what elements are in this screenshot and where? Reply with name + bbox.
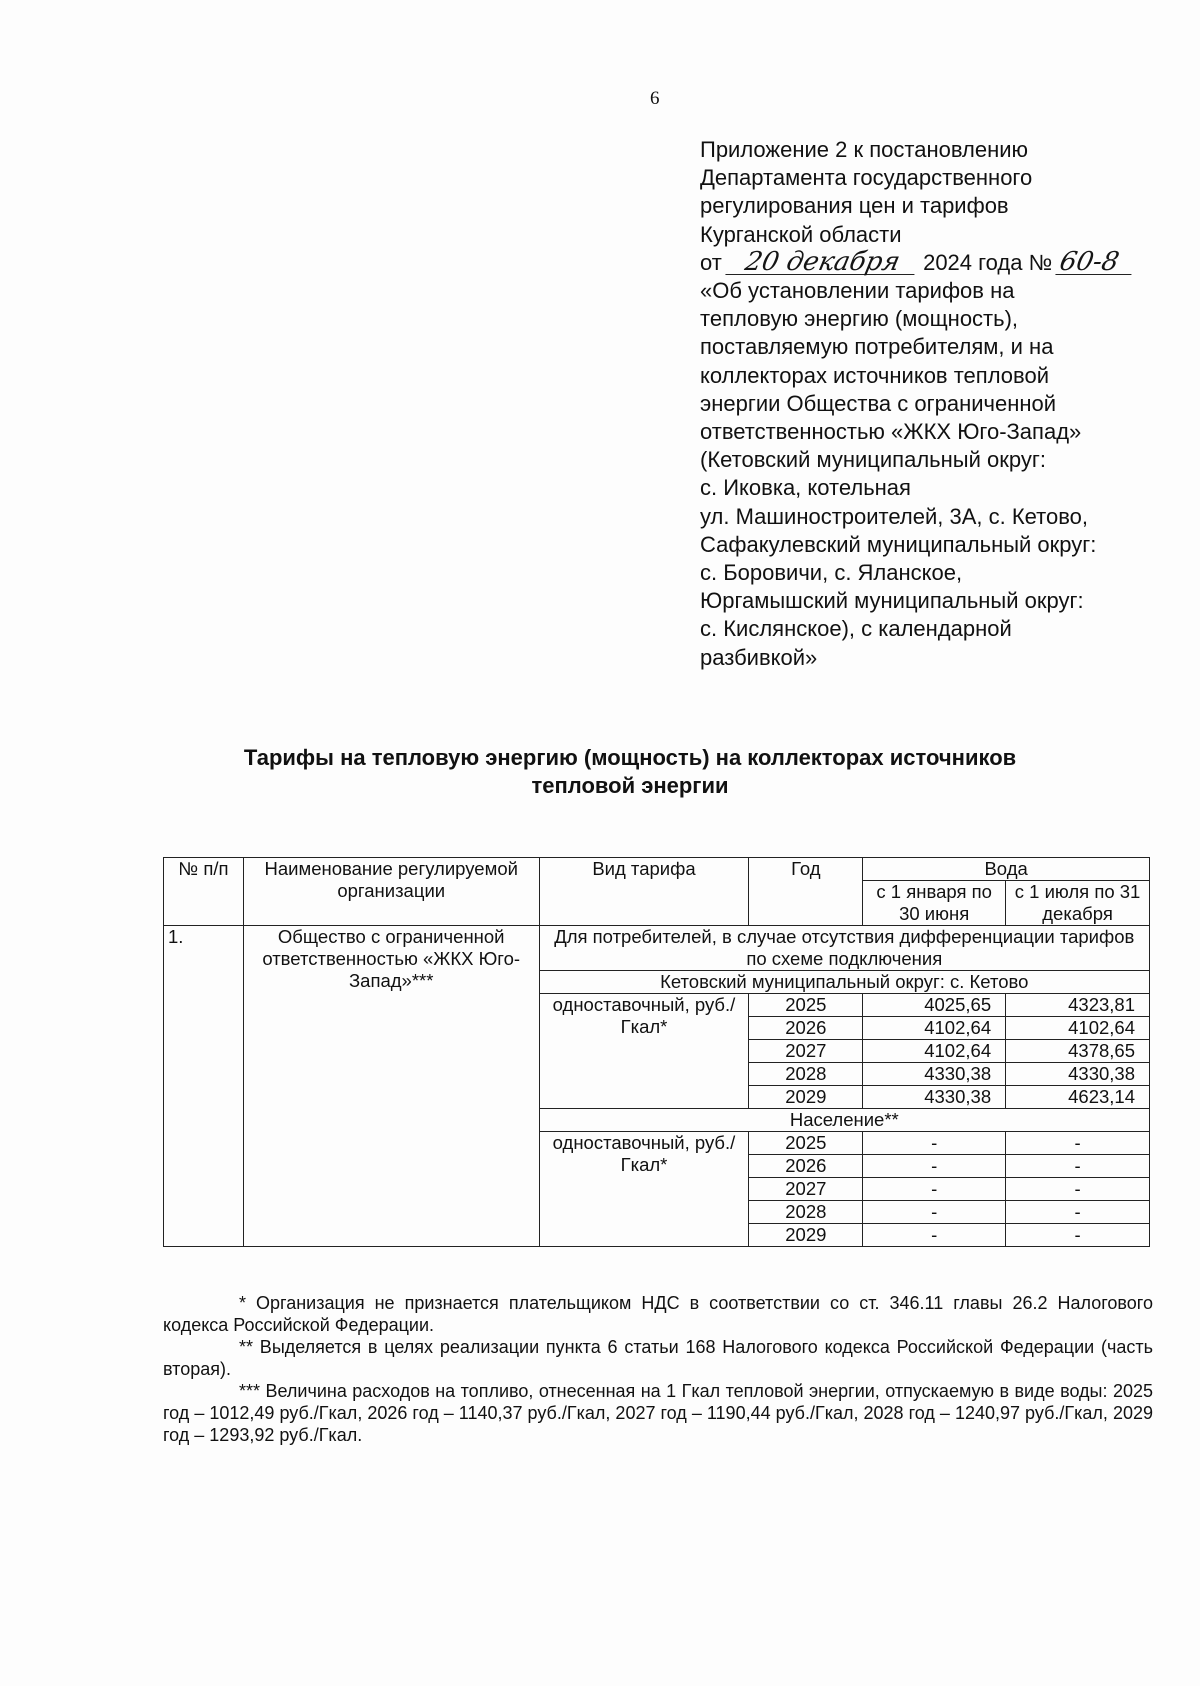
table-row bbox=[164, 926, 1150, 971]
population-tariff-label: одноставочный, руб./Гкал* bbox=[539, 1132, 749, 1247]
tariff-value: 4330,38 bbox=[863, 1063, 1006, 1086]
header-year: Год bbox=[749, 858, 863, 926]
appendix-title-line: «Об установлении тарифов на bbox=[700, 278, 1015, 304]
appendix-title-line: разбивкой» bbox=[700, 644, 818, 670]
appendix-title-line: с. Иковка, котельная bbox=[700, 475, 911, 501]
footnote: *** Величина расходов на топливо, отнесенная на 1 Гкал тепловой энергии, отпускаемую в виде воды: 2025 год – 1012,49 руб./Гкал, 2026 год – 1140,37 руб./Гкал, 2027 год – 1190,44 руб./Гкал, 2028 год – 1240,97 руб./Гкал, 2029 год – 1293,92 руб./Гкал. bbox=[163, 1381, 1153, 1445]
page-number: 6 bbox=[650, 88, 660, 109]
tariff-value: 4102,64 bbox=[1006, 1017, 1150, 1040]
tariff-value: - bbox=[863, 1132, 1006, 1155]
handwritten-number: 60-8 bbox=[1056, 250, 1137, 275]
year-cell: 2029 bbox=[749, 1224, 863, 1247]
year-text: 2024 года № bbox=[923, 249, 1053, 275]
footnote: ** Выделяется в целях реализации пункта 6 статьи 168 Налогового кодекса Российской Федерации (часть вторая). bbox=[163, 1337, 1153, 1379]
appendix-title-line: поставляемую потребителям, и на bbox=[700, 334, 1054, 360]
appendix-line: регулирования цен и тарифов bbox=[700, 193, 1009, 219]
appendix-title-line: коллекторах источников тепловой bbox=[700, 362, 1049, 388]
organization-name: Общество с ограниченной ответственностью «ЖКХ Юго-Запад»*** bbox=[243, 926, 539, 1247]
tariff-value: 4623,14 bbox=[1006, 1086, 1150, 1109]
heading-line: тепловой энергии bbox=[531, 773, 729, 798]
year-cell: 2025 bbox=[749, 1132, 863, 1155]
tariff-value: 4330,38 bbox=[1006, 1063, 1150, 1086]
year-cell: 2026 bbox=[749, 1017, 863, 1040]
appendix-title-line: с. Кислянское), с календарной bbox=[700, 616, 1012, 642]
tariff-value: 4323,81 bbox=[1006, 994, 1150, 1017]
appendix-line: Курганской области bbox=[700, 221, 902, 247]
appendix-title-line: тепловую энергию (мощность), bbox=[700, 306, 1019, 332]
appendix-title-line: ул. Машиностроителей, 3А, с. Кетово, bbox=[700, 503, 1088, 529]
date-prefix: от bbox=[700, 249, 722, 275]
tariff-value: - bbox=[863, 1155, 1006, 1178]
appendix-block bbox=[700, 136, 1160, 672]
tariff-table bbox=[163, 857, 1150, 1247]
appendix-title-line: энергии Общества с ограниченной bbox=[700, 390, 1057, 416]
tariff-value: 4102,64 bbox=[863, 1040, 1006, 1063]
year-cell: 2027 bbox=[749, 1178, 863, 1201]
table-header-row bbox=[164, 858, 1150, 881]
tariff-value: - bbox=[1006, 1155, 1150, 1178]
tariff-value: - bbox=[1006, 1201, 1150, 1224]
handwritten-date: 20 декабря bbox=[725, 250, 919, 275]
tariff-value: 4378,65 bbox=[1006, 1040, 1150, 1063]
section-consumers: Для потребителей, в случае отсутствия дифференциации тарифов по схеме подключения bbox=[539, 926, 1149, 971]
appendix-title-line: Сафакулевский муниципальный округ: bbox=[700, 531, 1097, 557]
row-number: 1. bbox=[164, 926, 244, 1247]
appendix-line: Приложение 2 к постановлению bbox=[700, 137, 1029, 162]
year-cell: 2028 bbox=[749, 1201, 863, 1224]
header-organization: Наименование регулируемой организации bbox=[243, 858, 539, 926]
header-tariff-type: Вид тарифа bbox=[539, 858, 749, 926]
appendix-title-line: с. Боровичи, с. Яланское, bbox=[700, 560, 963, 586]
heading-line: Тарифы на тепловую энергию (мощность) на коллекторах источников bbox=[243, 745, 1017, 770]
tariff-value: 4330,38 bbox=[863, 1086, 1006, 1109]
tariff-type-label: одноставочный, руб./Гкал* bbox=[539, 994, 749, 1109]
appendix-title-line: ответственностью «ЖКХ Юго-Запад» bbox=[700, 419, 1082, 445]
header-period-2: с 1 июля по 31 декабря bbox=[1006, 881, 1150, 926]
tariff-value: - bbox=[1006, 1224, 1150, 1247]
appendix-title-line: Юргамышский муниципальный округ: bbox=[700, 588, 1084, 614]
section-district: Кетовский муниципальный округ: с. Кетово bbox=[539, 971, 1149, 994]
date-line bbox=[700, 246, 1160, 277]
tariff-value: - bbox=[863, 1178, 1006, 1201]
footnotes bbox=[163, 1292, 1153, 1446]
tariff-value: - bbox=[1006, 1132, 1150, 1155]
year-cell: 2025 bbox=[749, 994, 863, 1017]
appendix-title-line: (Кетовский муниципальный округ: bbox=[700, 447, 1046, 473]
footnote: * Организация не признается плательщиком НДС в соответствии со ст. 346.11 главы 26.2 Налогового кодекса Российской Федерации. bbox=[163, 1293, 1153, 1335]
header-period-1: с 1 января по 30 июня bbox=[863, 881, 1006, 926]
year-cell: 2029 bbox=[749, 1086, 863, 1109]
tariff-value: - bbox=[863, 1224, 1006, 1247]
appendix-line: Департамента государственного bbox=[700, 165, 1033, 191]
tariff-value: - bbox=[1006, 1178, 1150, 1201]
tariff-value: - bbox=[863, 1201, 1006, 1224]
year-cell: 2027 bbox=[749, 1040, 863, 1063]
header-num: № п/п bbox=[164, 858, 244, 926]
year-cell: 2026 bbox=[749, 1155, 863, 1178]
table-heading bbox=[160, 744, 1100, 800]
section-population: Население** bbox=[539, 1109, 1149, 1132]
tariff-value: 4102,64 bbox=[863, 1017, 1006, 1040]
header-water: Вода bbox=[863, 858, 1150, 881]
tariff-value: 4025,65 bbox=[863, 994, 1006, 1017]
year-cell: 2028 bbox=[749, 1063, 863, 1086]
